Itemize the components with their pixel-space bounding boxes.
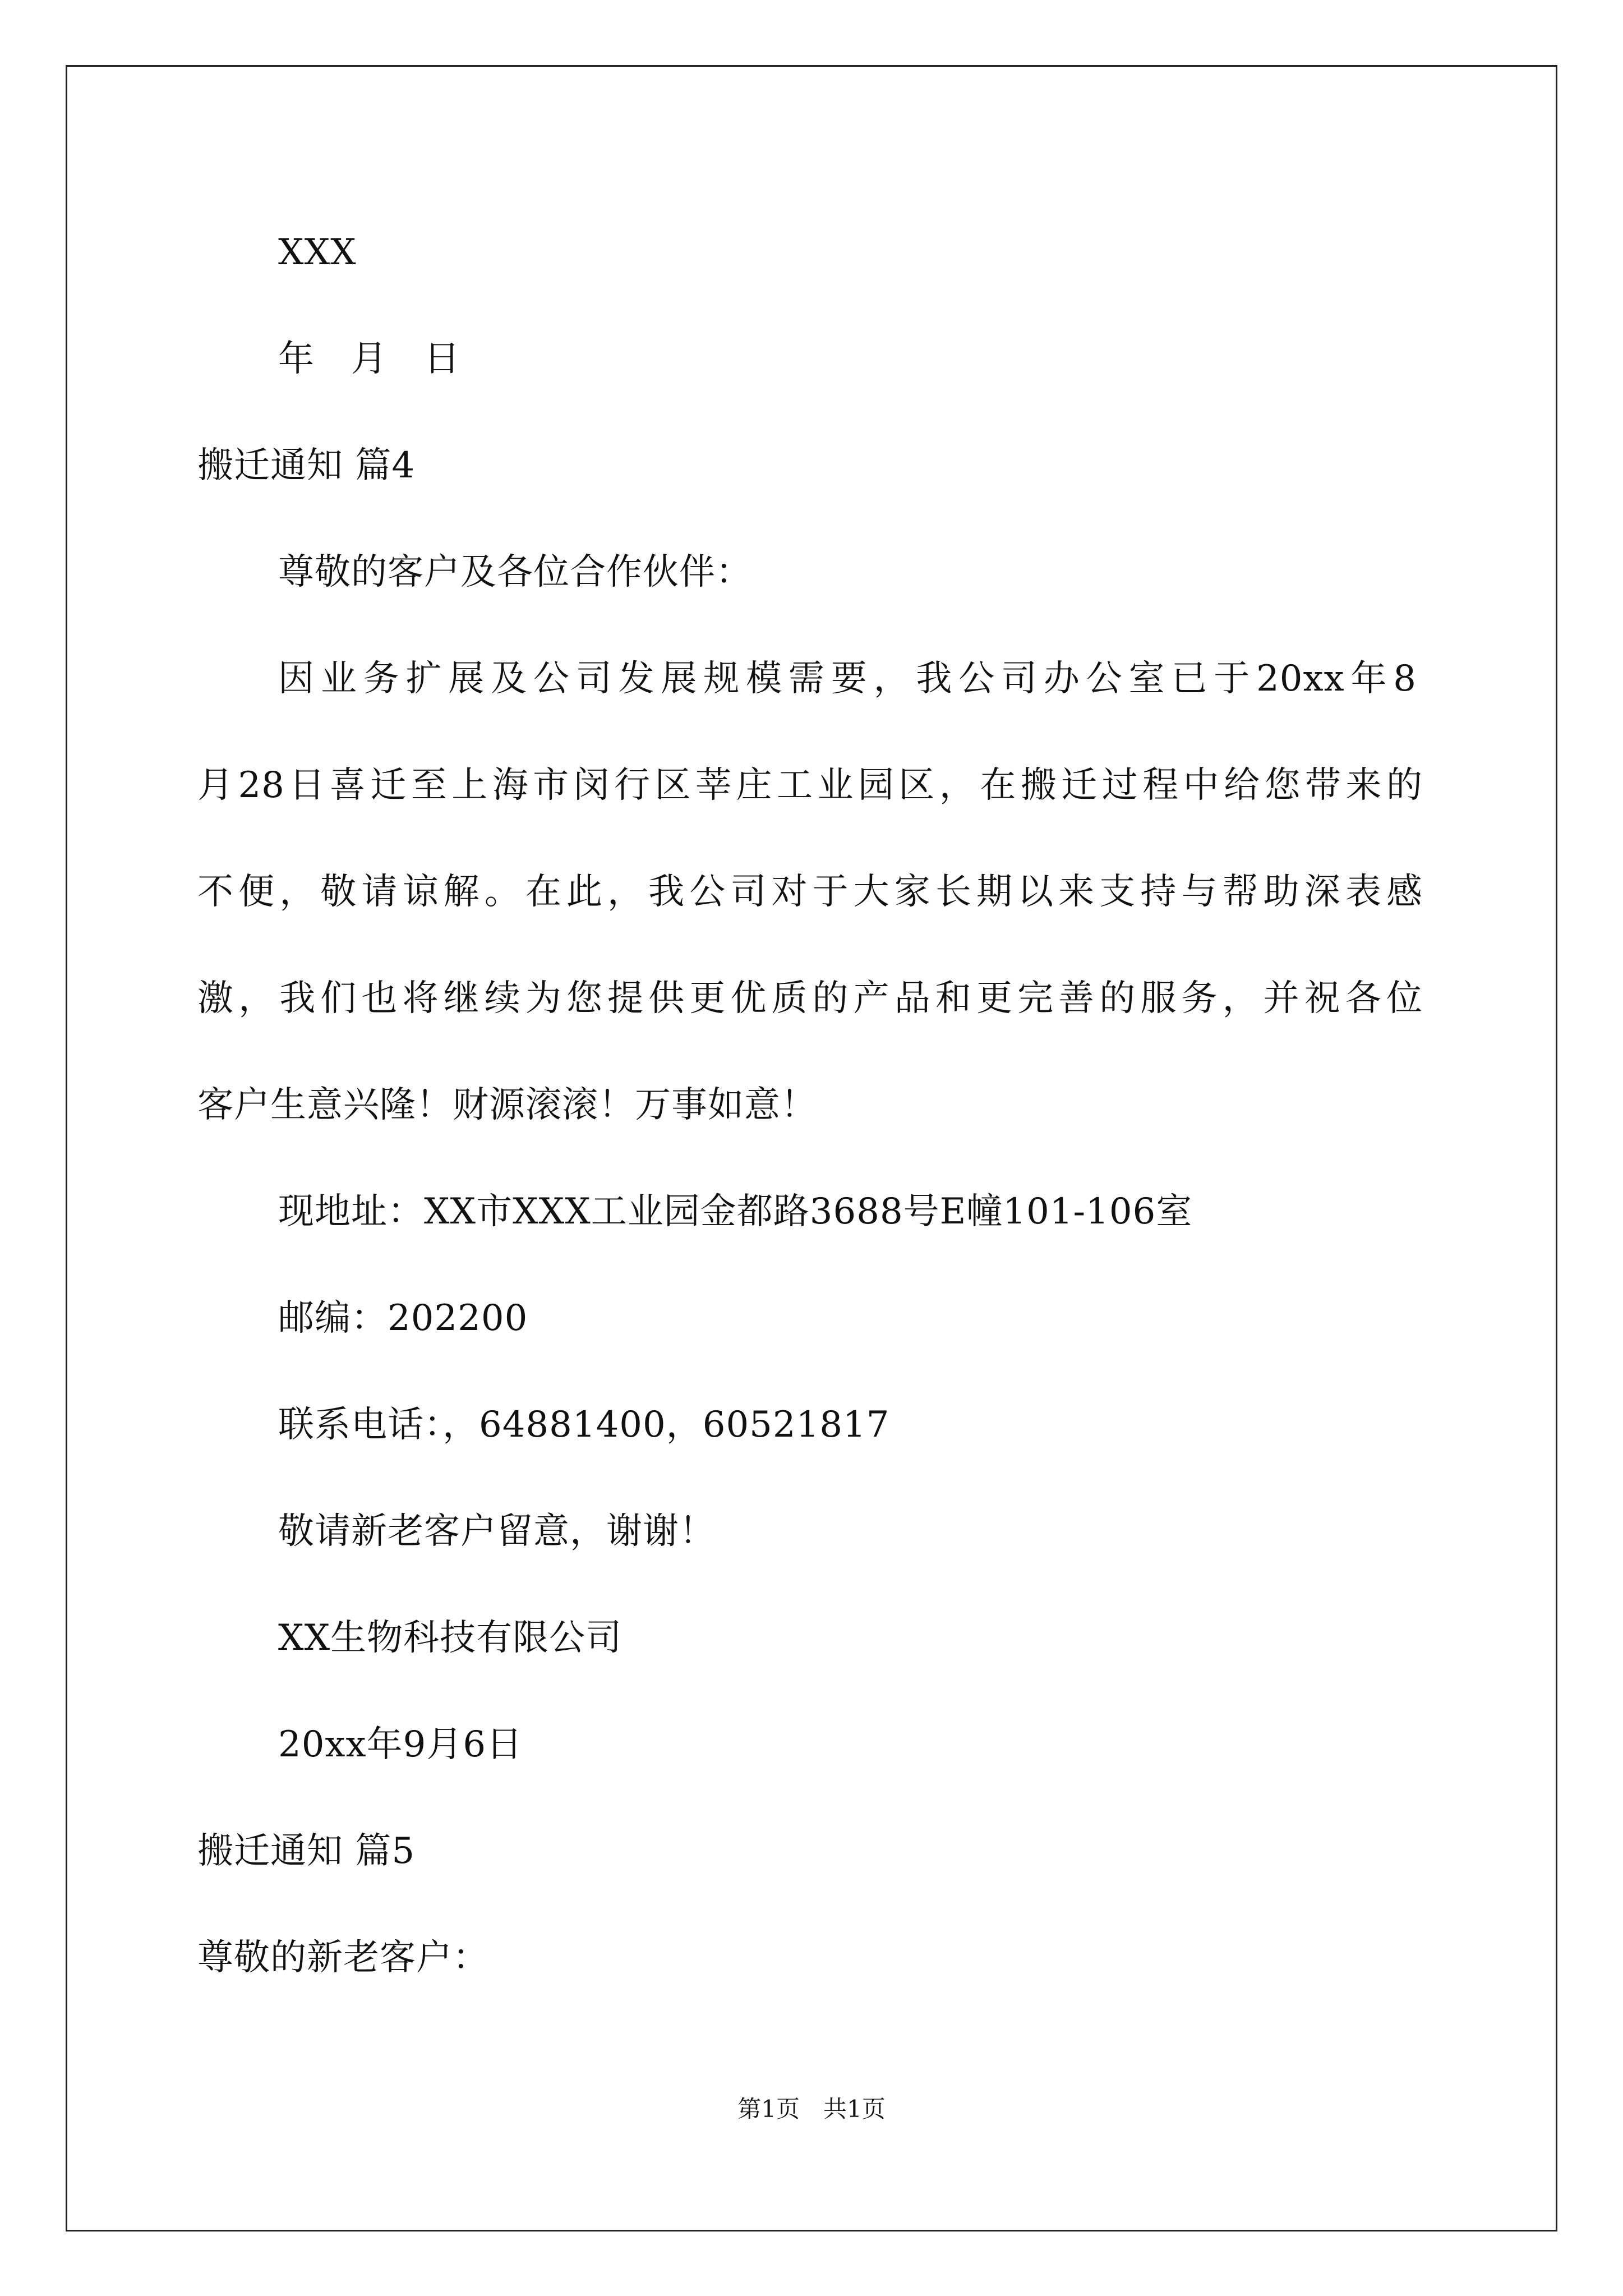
body-paragraph-line: 因业务扩展及公司发展规模需要，我公司办公室已于20xx年8 <box>278 658 1417 700</box>
section-heading-4: 搬迁通知 篇4 <box>197 445 416 486</box>
issue-date: 20xx年9月6日 <box>278 1724 523 1765</box>
signature-name: XXX <box>278 232 357 273</box>
body-paragraph-line: 客户生意兴隆！财源滚滚！万事如意！ <box>197 1084 817 1126</box>
company-name: XX生物科技有限公司 <box>278 1617 623 1659</box>
page-footer: 第1页 共1页 <box>737 2095 886 2123</box>
postcode-line: 邮编：202200 <box>278 1297 528 1339</box>
phone-line: 联系电话：，64881400，60521817 <box>278 1404 890 1446</box>
body-paragraph-line: 激，我们也将继续为您提供更优质的产品和更完善的服务，并祝各位 <box>197 978 1423 1019</box>
notice-line: 敬请新老客户留意，谢谢！ <box>278 1511 716 1552</box>
page-border <box>66 65 1557 2231</box>
salutation: 尊敬的客户及各位合作伙伴： <box>278 551 752 593</box>
body-paragraph-line: 不便，敬请谅解。在此，我公司对于大家长期以来支持与帮助深表感 <box>197 871 1423 913</box>
address-line: 现地址：XX市XXX工业园金都路3688号E幢101-106室 <box>278 1191 1193 1232</box>
salutation-5: 尊敬的新老客户： <box>197 1937 489 1978</box>
date-placeholder: 年 月 日 <box>278 338 460 380</box>
section-heading-5: 搬迁通知 篇5 <box>197 1830 416 1872</box>
body-paragraph-line: 月28日喜迁至上海市闵行区莘庄工业园区，在搬迁过程中给您带来的 <box>197 765 1423 806</box>
